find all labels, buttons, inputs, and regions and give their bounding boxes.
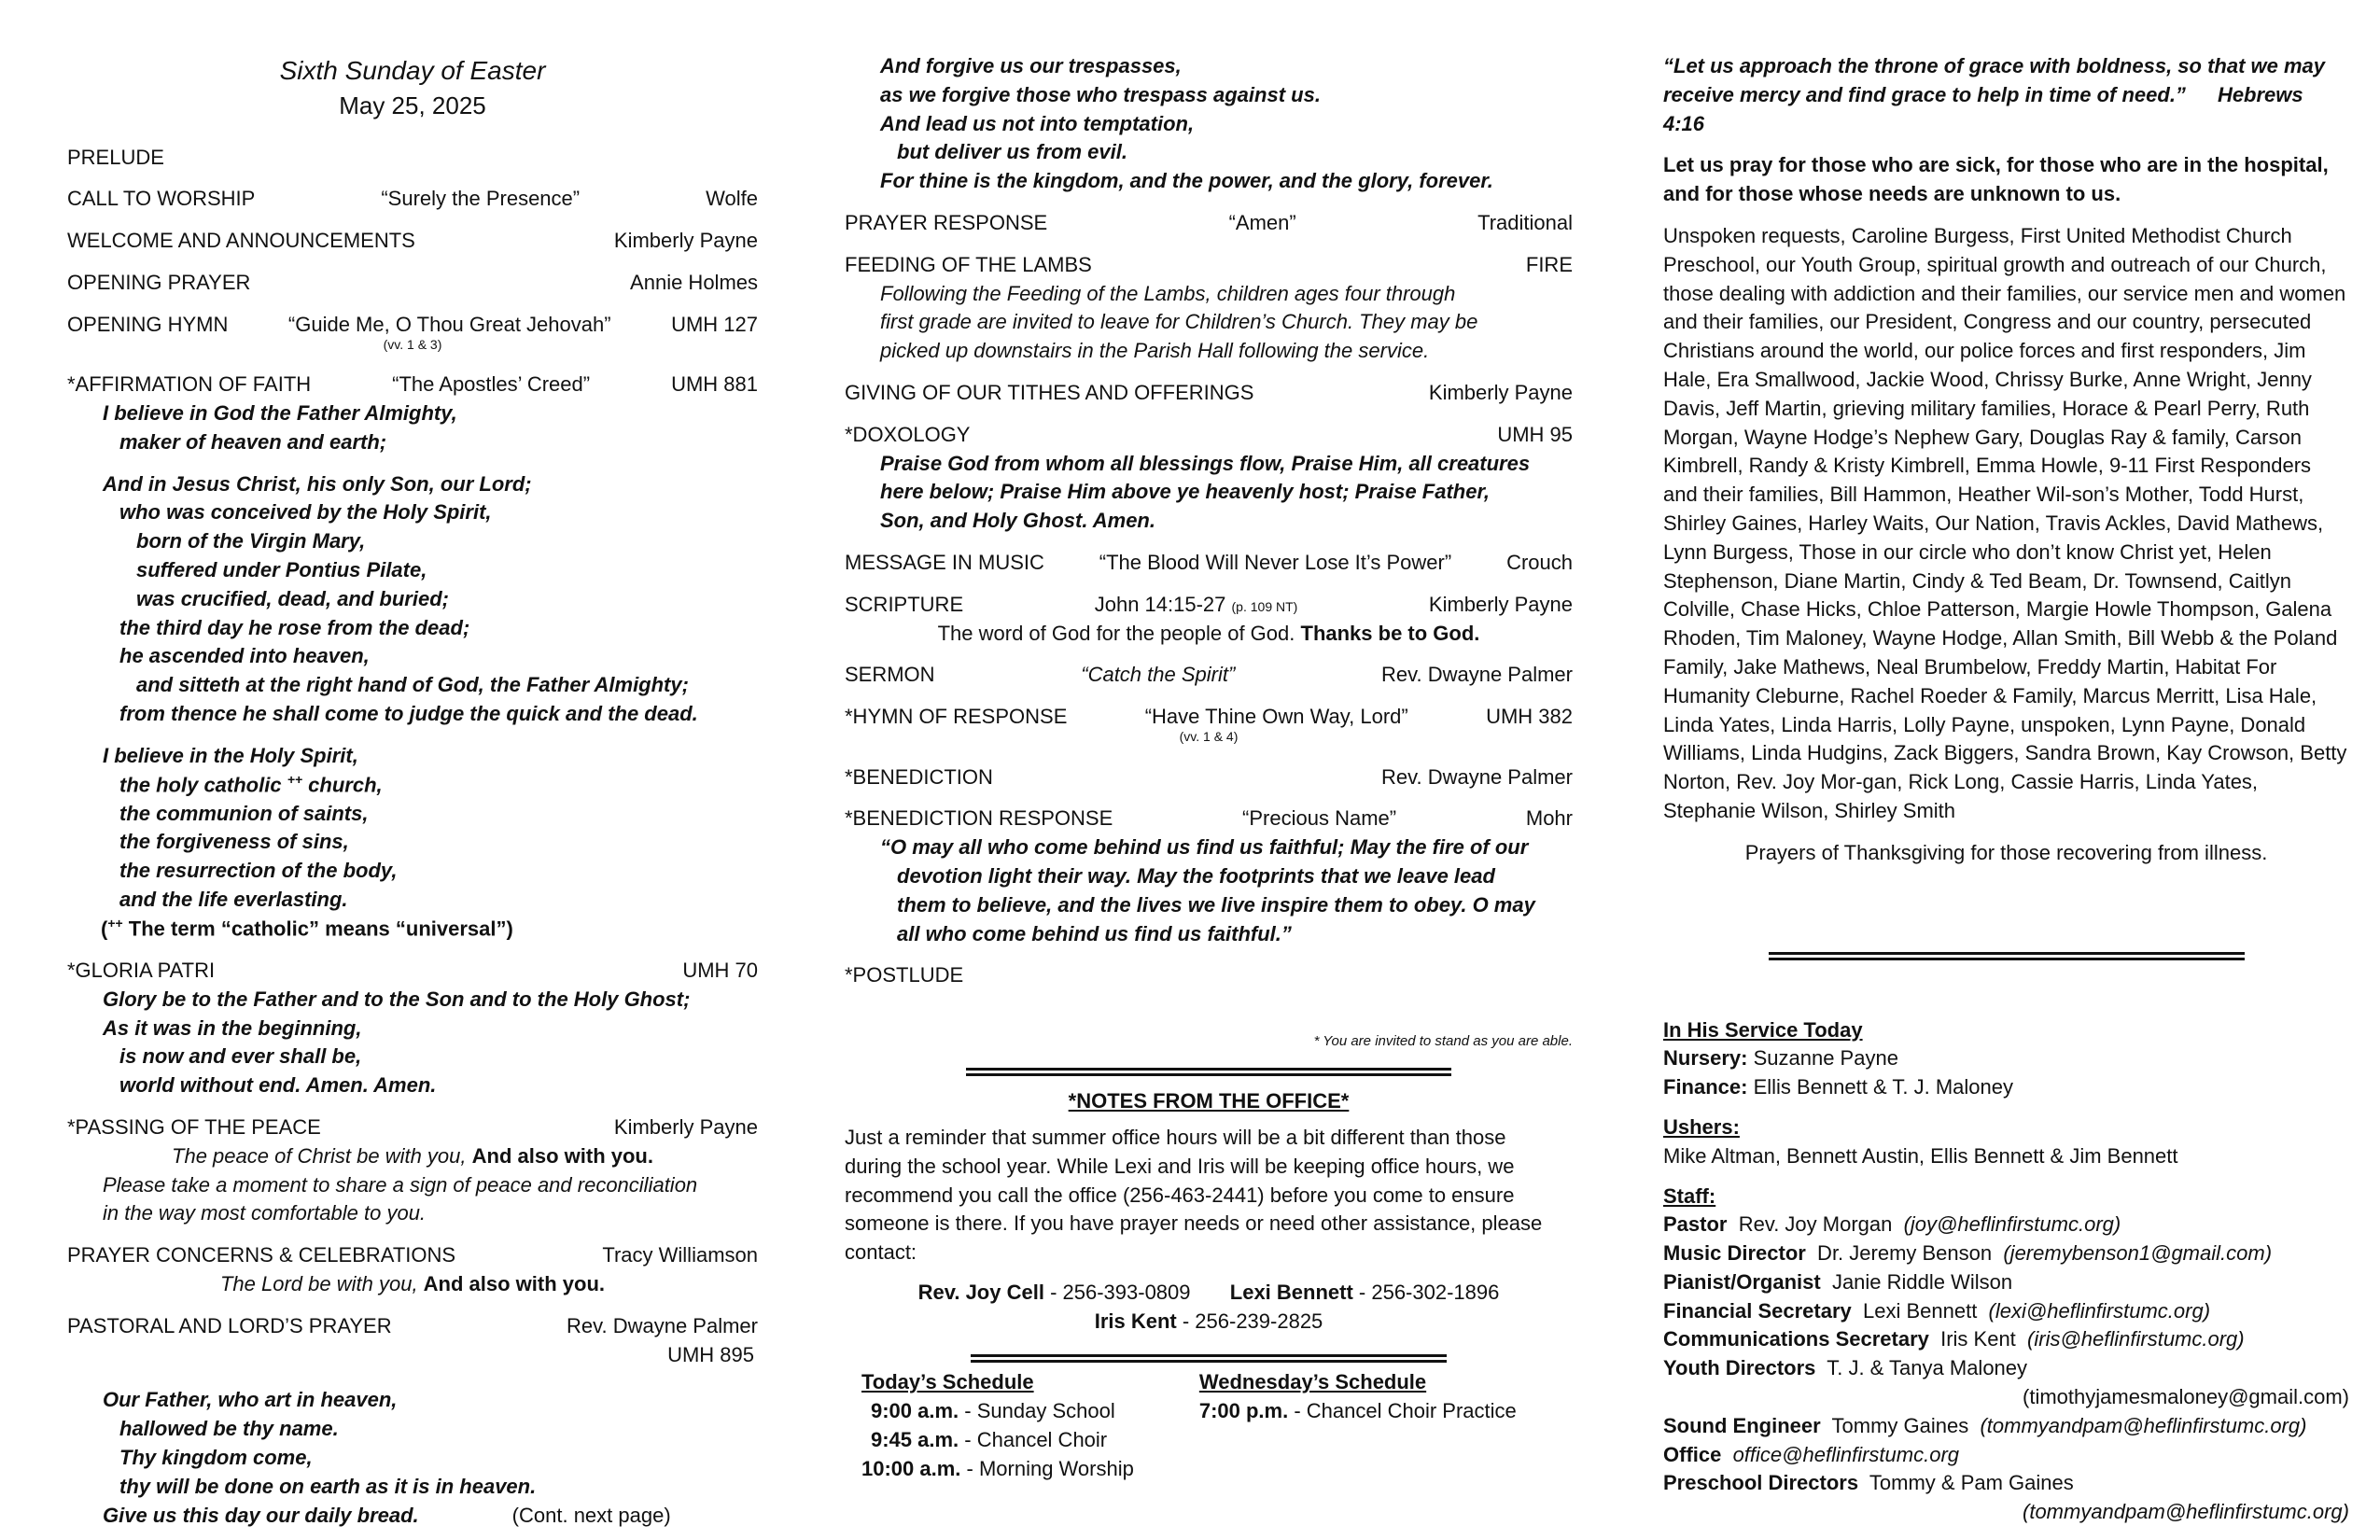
doxology-label: *DOXOLOGY: [845, 422, 971, 446]
creed-line-catholic: the holy catholic ++ church,: [119, 771, 383, 796]
order-of-worship-column-2: [845, 52, 1573, 1484]
call-to-worship-composer: Wolfe: [706, 187, 758, 211]
creed-line: the third day he rose from the dead;: [119, 615, 470, 639]
lords-prayer-line: And forgive us our trespasses,: [880, 54, 1182, 77]
catholic-footnote: (++ The term “catholic” means “universal”): [101, 915, 513, 941]
opening-hymn-number: UMH 127: [671, 312, 758, 336]
opening-hymn-row: [67, 311, 758, 340]
pastoral-prayer-label: PASTORAL AND LORD’S PRAYER: [67, 1313, 392, 1337]
opening-prayer-leader: Annie Holmes: [630, 270, 758, 294]
feeding-lambs-label: FEEDING OF THE LAMBS: [845, 252, 1092, 276]
contact-line: Rev. Joy Cell - 256-393-0809 Lexi Bennett - 256-302-1896: [917, 1280, 1500, 1304]
feeding-note-line: Following the Feeding of the Lambs, children ages four through: [880, 281, 1456, 305]
lords-prayer-line: thy will be done on earth as it is in heaven.: [119, 1474, 537, 1498]
gloria-line: world without end. Amen. Amen.: [119, 1073, 437, 1098]
gloria-patri-label: *GLORIA PATRI: [67, 958, 216, 982]
scripture-reference: John 14:15-27 (p. 109 NT): [1094, 592, 1298, 616]
lords-prayer-continued: [845, 52, 1573, 196]
affirmation-title: “The Apostles’ Creed”: [392, 372, 591, 397]
creed-line: from thence he shall come to judge the quick and the dead.: [119, 701, 698, 725]
pastoral-prayer-leader: Rev. Dwayne Palmer: [567, 1313, 758, 1337]
lords-prayer-line: hallowed be thy name.: [119, 1417, 339, 1441]
schedules: [861, 1368, 1573, 1483]
lords-prayer-line: Thy kingdom come,: [119, 1445, 313, 1469]
doxology-line: here below; Praise Him above ye heavenly host; Praise Father,: [880, 480, 1490, 504]
bulletin-title: Sixth Sunday of Easter: [279, 56, 546, 85]
feeding-lambs-note: [845, 280, 1573, 366]
apostles-creed: [67, 399, 758, 915]
call-to-worship-label: CALL TO WORSHIP: [67, 187, 256, 211]
affirmation-label: *AFFIRMATION OF FAITH: [67, 372, 312, 397]
prayer-and-service-column: [1663, 52, 2349, 1527]
gloria-patri-text: [67, 986, 758, 1100]
todays-schedule-title: Today’s Schedule: [861, 1370, 1034, 1394]
creed-line: the resurrection of the body,: [119, 859, 398, 883]
hymn-response-number: UMH 382: [1486, 705, 1573, 729]
gloria-line: Glory be to the Father and to the Son and to the Holy Ghost;: [103, 987, 691, 1011]
doxology-line: Son, and Holy Ghost. Amen.: [880, 509, 1155, 533]
sermon-title: “Catch the Spirit”: [1081, 663, 1236, 687]
feeding-lambs-row: [845, 251, 1573, 280]
message-music-composer: Crouch: [1506, 550, 1573, 574]
opening-hymn-verses: (vv. 1 & 3): [383, 336, 442, 352]
giving-row: [845, 379, 1573, 408]
creed-line: and the life everlasting.: [119, 888, 348, 912]
benediction-response-row: [845, 805, 1573, 833]
creed-line: who was conceived by the Holy Spirit,: [119, 500, 492, 525]
service-today-title: In His Service Today: [1663, 1017, 1863, 1042]
pastoral-prayer-number: UMH 895: [667, 1342, 754, 1366]
benediction-row: [845, 763, 1573, 792]
creed-line: was crucified, dead, and buried;: [136, 586, 449, 610]
benediction-leader: Rev. Dwayne Palmer: [1381, 764, 1573, 789]
doxology-line: Praise God from whom all blessings flow, Praise Him, all creatures: [880, 451, 1531, 475]
opening-prayer-label: OPENING PRAYER: [67, 270, 251, 294]
wednesday-schedule-title: Wednesday’s Schedule: [1198, 1370, 1427, 1394]
ushers-list: Mike Altman, Bennett Austin, Ellis Bennett & Jim Bennett: [1663, 1143, 2178, 1168]
giving-leader: Kimberly Payne: [1428, 380, 1573, 404]
prayer-response-title: “Amen”: [1228, 210, 1296, 234]
peace-exchange: The peace of Christ be with you, And also with you.: [172, 1143, 653, 1168]
creed-line: maker of heaven and earth;: [119, 429, 387, 454]
thanksgiving-note: Prayers of Thanksgiving for those recovering from illness.: [1744, 840, 2268, 864]
prayer-intro: Let us pray for those who are sick, for those who are in the hospital, and for those whose needs are unknown to us.: [1663, 153, 2329, 206]
lords-prayer-line: And lead us not into temptation,: [880, 111, 1195, 135]
prayer-concerns-leader: Tracy Williamson: [602, 1243, 758, 1267]
lords-prayer-line: Give us this day our daily bread. (Cont. next page): [103, 1503, 671, 1527]
creed-line: and sitteth at the right hand of God, the Father Almighty;: [136, 673, 689, 697]
opening-hymn-title: “Guide Me, O Thou Great Jehovah”: [287, 312, 611, 336]
welcome-leader: Kimberly Payne: [613, 229, 758, 253]
finance-line: Finance: Ellis Bennett & T. J. Maloney: [1663, 1075, 2013, 1099]
prayer-response-label: PRAYER RESPONSE: [845, 210, 1048, 234]
scripture-label: SCRIPTURE: [845, 592, 964, 616]
benediction-response-composer: Mohr: [1525, 806, 1573, 831]
section-divider: [971, 1354, 1447, 1363]
prelude-label: PRELUDE: [67, 145, 164, 169]
contact-line: Iris Kent - 256-239-2825: [1094, 1309, 1323, 1333]
lords-prayer-line: For thine is the kingdom, and the power, and the glory, forever.: [880, 169, 1493, 193]
prayer-response-row: [845, 209, 1573, 238]
hymn-response-label: *HYMN OF RESPONSE: [845, 705, 1068, 729]
staff-line: Music Director Dr. Jeremy Benson (jeremybenson1@gmail.com): [1663, 1241, 2273, 1266]
prayer-concerns-row: [67, 1241, 758, 1270]
peace-instructions: [67, 1171, 758, 1229]
staff-line: Youth Directors T. J. & Tanya Maloney: [1663, 1356, 2028, 1380]
nursery-line: Nursery: Suzanne Payne: [1663, 1046, 1898, 1071]
hymn-response-title: “Have Thine Own Way, Lord”: [1144, 705, 1408, 729]
creed-line: suffered under Pontius Pilate,: [136, 557, 427, 581]
message-music-title: “The Blood Will Never Lose It’s Power”: [1099, 550, 1452, 574]
youth-email: (timothyjamesmaloney@gmail.com): [2023, 1385, 2349, 1409]
todays-schedule: [861, 1368, 1134, 1483]
scripture-reader: Kimberly Payne: [1428, 592, 1573, 616]
section-divider: [966, 1068, 1451, 1076]
doxology-text: [845, 450, 1573, 536]
lords-prayer-line: as we forgive those who trespass against us.: [880, 82, 1321, 106]
affirmation-row: [67, 371, 758, 399]
preschool-email: (tommyandpam@heflinfirstumc.org): [2023, 1500, 2349, 1524]
creed-line: born of the Virgin Mary,: [136, 529, 366, 553]
staff-line: Financial Secretary Lexi Bennett (lexi@heflinfirstumc.org): [1663, 1298, 2211, 1323]
gloria-patri-row: [67, 957, 758, 986]
welcome-row: [67, 227, 758, 256]
staff-line: Sound Engineer Tommy Gaines (tommyandpam@heflinfirstumc.org): [1663, 1413, 2307, 1437]
staff-line: Office office@heflinfirstumc.org: [1663, 1442, 1960, 1466]
creed-line: I believe in God the Father Almighty,: [103, 400, 457, 425]
benediction-line: “O may all who come behind us find us faithful; May the fire of our: [880, 835, 1529, 860]
schedule-item: 10:00 a.m. - Morning Worship: [861, 1456, 1134, 1480]
postlude-label: *POSTLUDE: [845, 963, 964, 987]
opening-hymn-label: OPENING HYMN: [67, 312, 229, 336]
passing-peace-leader: Kimberly Payne: [613, 1114, 758, 1139]
lord-exchange: The Lord be with you, And also with you.: [219, 1271, 606, 1295]
lords-prayer-line: Our Father, who art in heaven,: [103, 1388, 398, 1412]
gloria-line: is now and ever shall be,: [119, 1044, 362, 1069]
feeding-lambs-leader: FIRE: [1525, 252, 1573, 276]
office-contacts: [845, 1279, 1573, 1337]
doxology-number: UMH 95: [1497, 422, 1573, 446]
message-music-label: MESSAGE IN MUSIC: [845, 550, 1044, 574]
prayer-concerns-label: PRAYER CONCERNS & CELEBRATIONS: [67, 1243, 456, 1267]
benediction-response-label: *BENEDICTION RESPONSE: [845, 806, 1113, 831]
gloria-line: As it was in the beginning,: [103, 1015, 362, 1040]
lords-prayer-line: but deliver us from evil.: [897, 140, 1127, 164]
sermon-row: [845, 661, 1573, 690]
staff-line: Communications Secretary Iris Kent (iris@heflinfirstumc.org): [1663, 1327, 2245, 1351]
staff-line: Preschool Directors Tommy & Pam Gaines: [1663, 1471, 2074, 1495]
notes-text: Just a reminder that summer office hours will be a bit different than those during the school year. While Lexi and Iris will be keeping office hours, we recommend you call the office (256-463-2441) before you come to ensure someone is there. If you have prayer needs or need other assistance, please contact:: [845, 1125, 1543, 1265]
call-to-worship-row: [67, 185, 758, 214]
schedule-item: 9:00 a.m. - Sunday School: [871, 1399, 1115, 1423]
order-of-worship-column-1: [67, 52, 758, 1530]
sermon-label: SERMON: [845, 663, 935, 687]
prayer-response-source: Traditional: [1477, 210, 1573, 234]
creed-line: And in Jesus Christ, his only Son, our Lord;: [103, 471, 532, 496]
passing-peace-row: [67, 1113, 758, 1142]
benediction-line: devotion light their way. May the footprints that we leave lead: [897, 863, 1495, 888]
affirmation-number: UMH 881: [671, 372, 758, 397]
passing-peace-label: *PASSING OF THE PEACE: [67, 1114, 321, 1139]
staff-line: Pastor Rev. Joy Morgan (joy@heflinfirstumc.org): [1663, 1212, 2121, 1237]
hymn-response-verses: (vv. 1 & 4): [1179, 728, 1239, 744]
prayer-requests: Unspoken requests, Caroline Burgess, First United Methodist Church Preschool, our Youth Group, spiritual growth and outreach of our Church, those dealing with addiction and their families, our service men and women and their families, our President, Congress and our country, persecuted Christians around the world, our police forces and first responders, Jim Hale, Era Smallwood, Jackie Wood, Chrissy Burke, Anne Wright, Jenny Davis, Jeff Martin, grieving military families, Horace & Pearl Perry, Ruth Morgan, Wayne Hodge’s Nephew Gary, Douglas Ray & family, Carson Kimbrell, Randy & Kristy Kimbrell, Emma Howle, 9-11 First Responders and their families, Bill Hammon, Heather Wil-son’s Mother, Todd Hurst, Shirley Gaines, Harley Waits, Our Nation, Travis Ackles, David Mathews, Lynn Burgess, Those in our circle who don’t know Christ yet, Helen Stephenson, Diane Martin, Cindy & Ted Beam, Dr. Townsend, Caitlyn Colville, Chase Hicks, Chloe Patterson, Margie Howle Thompson, Galena Rhoden, Tim Maloney, Wayne Hodge, Allan Smith, Bill Webb & the Poland Family, Jake Mathews, Neal Brumbelow, Freddy Martin, Habitat For Humanity Cleburne, Rachel Roeder & Family, Marcus Merritt, Lisa Hale, Linda Yates, Linda Harris, Lolly Payne, unspoken, Lynn Payne, Donald Williams, Linda Hudgins, Zack Biggers, Sandra Brown, Kay Crowson, Betty Norton, Rev. Joy Mor-gan, Rick Long, Cassie Harris, Linda Yates, Stephanie Wilson, Shirley Smith: [1663, 223, 2347, 822]
feeding-note-line: picked up downstairs in the Parish Hall following the service.: [880, 339, 1430, 363]
benediction-line: all who come behind us find us faithful.”: [897, 921, 1292, 945]
opening-prayer-row: [67, 269, 758, 298]
wednesday-schedule: [1199, 1368, 1517, 1483]
welcome-label: WELCOME AND ANNOUNCEMENTS: [67, 229, 415, 253]
doxology-row: [845, 421, 1573, 450]
benediction-line: them to believe, and the lives we live inspire them to obey. O may: [897, 892, 1535, 917]
staff-title: Staff:: [1663, 1183, 1716, 1208]
feeding-note-line: first grade are invited to leave for Children’s Church. They may be: [880, 310, 1478, 334]
schedule-item: 9:45 a.m. - Chancel Choir: [871, 1428, 1108, 1452]
creed-line: I believe in the Holy Spirit,: [103, 743, 358, 767]
bulletin-date: May 25, 2025: [339, 91, 486, 120]
scripture-exchange: The word of God for the people of God. Thanks be to God.: [937, 621, 1480, 645]
staff-line: Pianist/Organist Janie Riddle Wilson: [1663, 1269, 2013, 1294]
peace-note-line: in the way most comfortable to you.: [103, 1201, 427, 1225]
scripture-verse: “Let us approach the throne of grace with boldness, so that we may receive mercy and find grace to help in time of need.” Hebrews 4:16: [1663, 54, 2326, 135]
continued-note: (Cont. next page): [511, 1503, 671, 1527]
peace-note-line: Please take a moment to share a sign of peace and reconciliation: [103, 1172, 698, 1197]
notes-title: *NOTES FROM THE OFFICE*: [1068, 1089, 1350, 1113]
creed-line: he ascended into heaven,: [119, 644, 370, 668]
creed-line: the forgiveness of sins,: [119, 830, 349, 854]
stand-note: * You are invited to stand as you are able.: [1313, 1033, 1573, 1050]
benediction-response-title: “Precious Name”: [1242, 806, 1397, 831]
creed-line: the communion of saints,: [119, 801, 369, 825]
gloria-patri-number: UMH 70: [682, 958, 758, 982]
giving-label: GIVING OF OUR TITHES AND OFFERINGS: [845, 380, 1254, 404]
scripture-row: [845, 591, 1573, 620]
section-divider: [1769, 952, 2245, 960]
benediction-response-text: [845, 833, 1573, 948]
call-to-worship-song: “Surely the Presence”: [381, 187, 581, 211]
benediction-label: *BENEDICTION: [845, 764, 993, 789]
service-today: [1663, 1016, 2349, 1528]
pastoral-prayer-row: [67, 1312, 758, 1341]
lords-prayer: [67, 1386, 758, 1530]
sermon-preacher: Rev. Dwayne Palmer: [1381, 663, 1573, 687]
schedule-item: 7:00 p.m. - Chancel Choir Practice: [1198, 1399, 1517, 1423]
message-music-row: [845, 549, 1573, 578]
ushers-title: Ushers:: [1663, 1114, 1740, 1139]
